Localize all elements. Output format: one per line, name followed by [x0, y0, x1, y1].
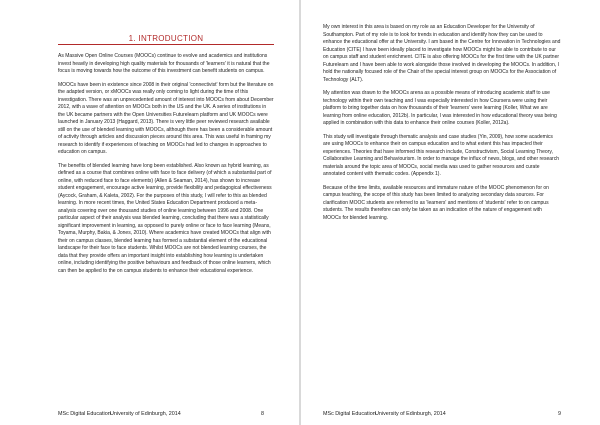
right-page [301, 0, 600, 425]
footer-university: University of Edinburgh, 2014 [375, 411, 446, 417]
page-number: 8 [261, 411, 264, 417]
paragraph: My attention was drawn to the MOOCs arena as a possible means of introducing academic staff to use technology within their own teaching and I was especially interested in how Coursera were using their platform to bring together data on how thousands of their 'learners' were learning (Koller, What we are learning from online education, 2012b). In particular, I was interested in how educational theory was being applied in combination with this data to enhance their online courses (Koller, 2012a). [323, 90, 557, 126]
paragraph: The benefits of blended learning have long been established. Also known as hybrid learning, as defined as a course that combines online with face to face delivery (of which a substantial part of online, with reduced face to face elements) (Allen & Seaman, 2014), has shown to increase student engagement, encourage active learning, provide flexibility and pedagogical effectiveness (Aycock, Graham, & Kaleta, 2002). For the purposes of this study, I will refer to this as blended learning. In more recent times, the United States Education Department produced a meta-analysis covering over one thousand studies of online learning between 1996 and 2008. One particular aspect of their analysis was blended learning, concluding that there was a statistically significant improvement in learning, as opposed to purely online or face to face learning (Means, Toyama, Murphy, Bakia, & Jones, 2010). Where academics have created MOOCs that align with their on campus classes, blended learning has formed a substantial element of the educational landscape for their face to face students. Whilst MOOCs are not blended learning courses, the data that they provide offers an important insight into establishing how learning is undertaken online, including identifying the positive behaviours and feedback of those online learners, which can then be applied to the on campus students to enhance their educational experience. [58, 162, 272, 274]
section-heading-row [58, 28, 274, 46]
paragraph: Because of the time limits, available resources and immature nature of the MOOC phenomenon for on campus teaching, the scope of this study has been limited to analyzing secondary data sources. For clarification MOOC students are referred to as 'learners' and mentions of 'students' refer to on campus students. The results therefore can only be taken as an indication of the nature of engagement with MOOCs for blended learning. [323, 184, 549, 221]
page-number: 9 [558, 411, 561, 417]
footer-programme: MSc Digital Education [323, 411, 376, 417]
footer-university: University of Edinburgh, 2014 [110, 411, 181, 417]
paragraph: This study will investigate through thematic analysis and case studies (Yin, 2009), how some academics are using MOOCs to enhance their on campus education and to what extent this has impacted their experiences. Theories that have informed this research include, Constructivism, Social Learning Theory, Collaborative Learning and Behaviourism. In order to manage the influx of news, blogs, and other research materials around the topic area of MOOCs, social media was used to gather resources and curate annotated content with thematic codes. (Appendix 1). [323, 133, 559, 177]
section-heading: 1. INTRODUCTION [58, 34, 274, 45]
left-page-content [58, 28, 274, 281]
paragraph: As Massive Open Online Courses (MOOCs) continue to evolve and academics and institutions invest heavily in developing high quality materials for thousands of 'learners' it is natural that the focus is moving towards how the outcome of this investment can benefit students on campus. [58, 53, 270, 74]
paragraph: MOOCs have been in existence since 2008 in their original 'connectivist' form but the literature on the adapted version, or xMOOCs was really only coming to light during the time of this investigation. There was an unprecedented amount of interest into MOOCs from about December 2012, with a wave of attention on MOOCs both in the US and the UK. A series of institutions in the UK became partners with the Open Universities Futurelearn platform and UK MOOCs were launched in January 2013 (Haggard, 2013). There is very little peer reviewed research available still on the use of blended learning with MOOCs, although there has been a considerable amount of activity through articles and discussion pieces around this area. This was useful in framing my research to identify if experiences of teaching on MOOCs had led to changes in approaches to education on campus. [58, 81, 274, 155]
paragraph: My own interest in this area is based on my role as an Education Developer for the University of Southampton. Part of my role is to look for trends in education and identify how they can be used to enhance the educational offer at the University. I am based in the Centre for Innovation in Technologies and Education (CITE) I have been ideally placed to investigate how MOOCs might be able to contribute to our on campus staff and student enrichment. CITE is also offering MOOCs for the first time with the UK partner Futurelearn and I have been able to work alongside those involved in developing the MOOCs. In addition, I hold the nationally focused role of the Chair of the special interest group on MOOCs for the Association of Technology (ALT). [323, 24, 561, 83]
left-page [0, 0, 299, 425]
right-page-content [323, 24, 561, 228]
footer-programme: MSc Digital Education [58, 411, 111, 417]
